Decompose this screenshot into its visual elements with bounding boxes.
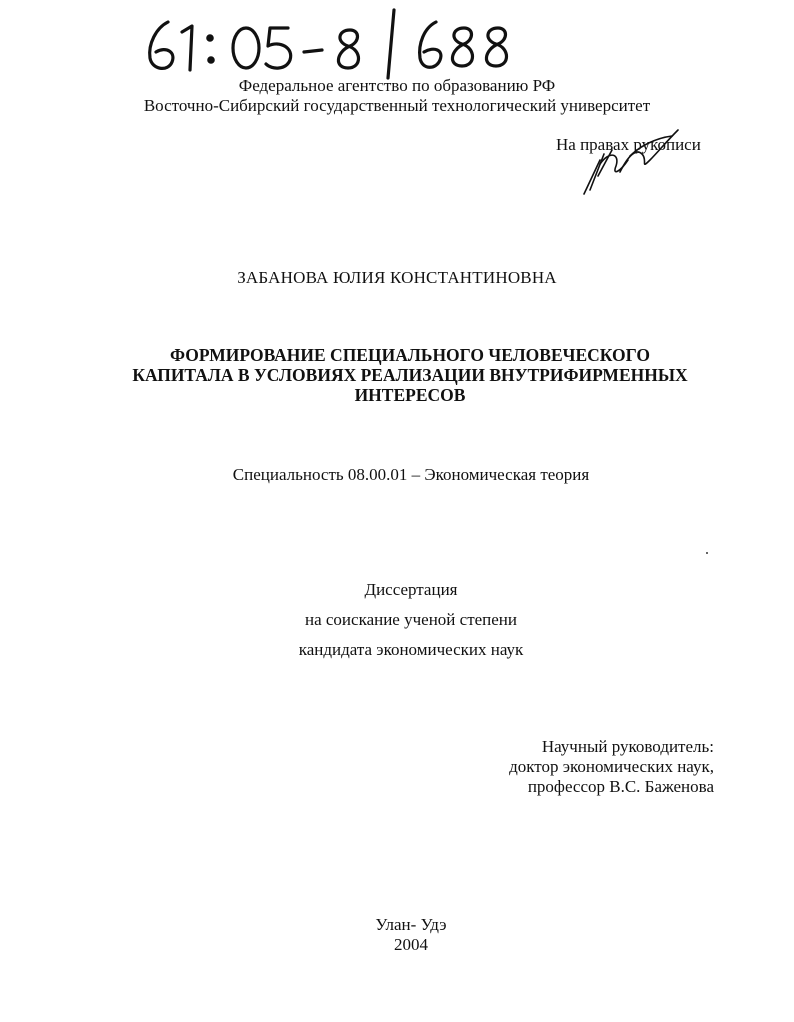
title-line: КАПИТАЛА В УСЛОВИЯХ РЕАЛИЗАЦИИ ВНУТРИФИРМЕННЫХ xyxy=(132,365,688,385)
title-line: ИНТЕРЕСОВ xyxy=(354,385,466,405)
university-name: Восточно-Сибирский государственный технологический университет xyxy=(143,96,651,115)
scan-speck xyxy=(706,552,708,554)
dissertation-purpose: на соискание ученой степени xyxy=(304,610,518,629)
author-name: ЗАБАНОВА ЮЛИЯ КОНСТАНТИНОВНА xyxy=(237,268,557,287)
year: 2004 xyxy=(394,935,428,954)
handwritten-archive-mark xyxy=(138,8,518,80)
supervisor-block xyxy=(509,737,714,797)
agency-name: Федеральное агентство по образованию РФ xyxy=(238,76,556,95)
dissertation-title xyxy=(0,345,794,405)
city: Улан- Удэ xyxy=(375,915,447,934)
supervisor-degree: доктор экономических наук, xyxy=(509,757,714,776)
supervisor-name: профессор В.С. Баженова xyxy=(527,777,714,796)
dissertation-degree: кандидата экономических наук xyxy=(298,640,524,659)
title-line: ФОРМИРОВАНИЕ СПЕЦИАЛЬНОГО ЧЕЛОВЕЧЕСКОГО xyxy=(170,345,650,365)
signature xyxy=(570,120,690,200)
rights-note: На правах рукописи xyxy=(556,135,701,154)
supervisor-role: Научный руководитель: xyxy=(541,737,714,756)
speciality: Специальность 08.00.01 – Экономическая теория xyxy=(232,465,590,484)
dissertation-type: Диссертация xyxy=(364,580,458,599)
